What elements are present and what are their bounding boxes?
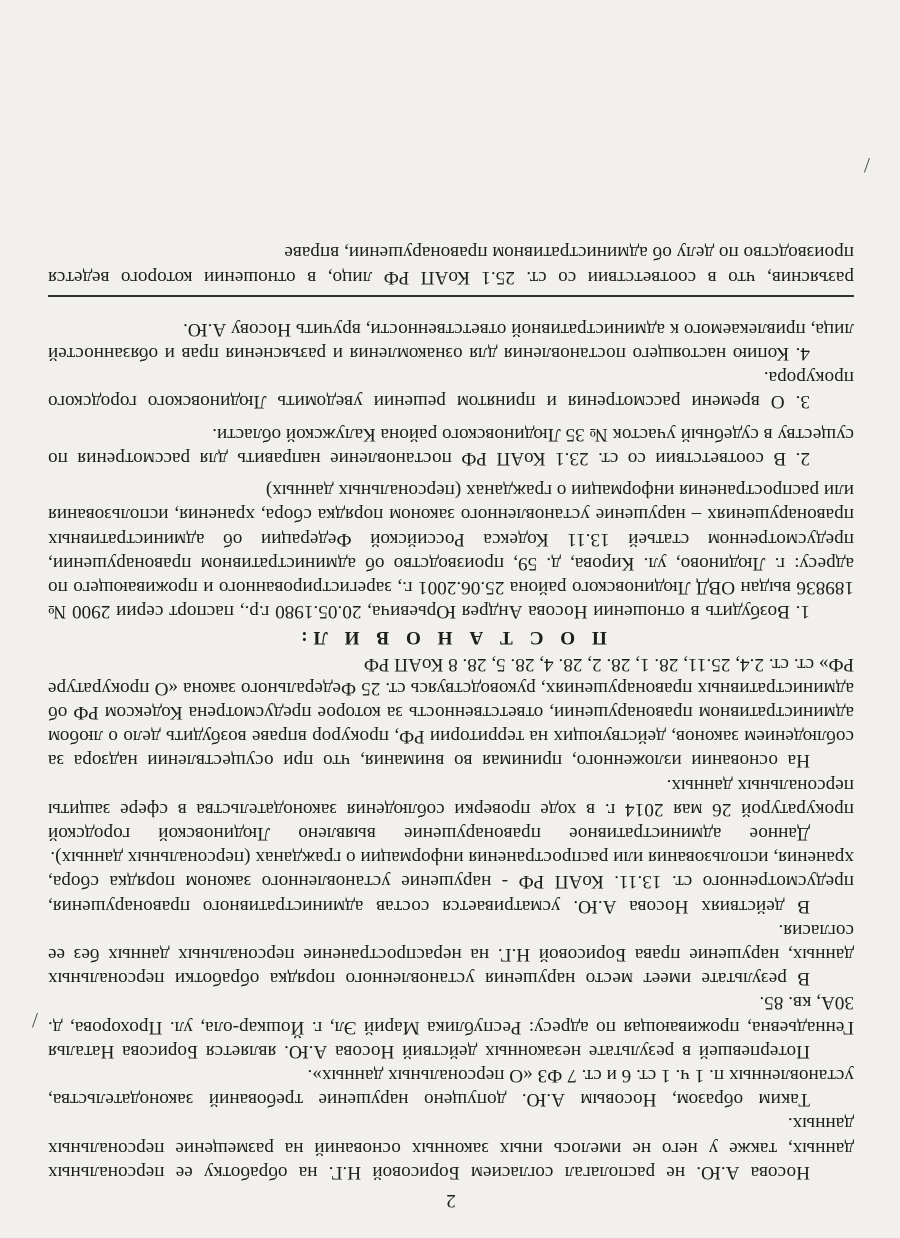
body-paragraph: Таким образом, Носовым А.Ю. допущено нарушение требований законодательства, установленных п. 1 ч. 1 ст. 6 и ст. 7 ФЗ «О персональных данных». [48, 1064, 854, 1111]
page-number: 2 [446, 1190, 456, 1211]
spacer [48, 303, 854, 317]
pen-mark-icon: / [31, 1008, 38, 1033]
footer-text: разъяснив, что в соответствии со ст. 25.1 КоАП РФ лицо, в отношении которого ведется производство по делу об административном правонарушении, вправе [48, 242, 854, 288]
body-paragraph: Данное административное правонарушение выявлено Людиновской городской прокуратурой 26 мая 2014 г. в ходе проверки соблюдения законодательства в сфере защиты персональных данных. [48, 774, 854, 844]
spacer [48, 470, 854, 478]
body-paragraph: Носова А.Ю. не располагал согласием Борисовой Н.Г. на обработку ее персональных данных, также у него не имелось иных законных оснований на размещение персональных данных. [48, 1113, 854, 1183]
body-paragraph: В результате имеет место нарушения установленного порядка обработки персональных данных, нарушение права Борисовой Н.Г. на нераспространение персональных данных без ее согласия. [48, 919, 854, 990]
resolution-title: П О С Т А Н О В И Л: [295, 627, 607, 649]
resolution-item: 2. В соответствии со ст. 23.1 КоАП РФ постановление направить для рассмотрения по существу в судебный участок № 35 Людиновского района Калужской области. [48, 423, 854, 469]
body-paragraph: В действиях Носова А.Ю. усматривается состав административного правонарушения, предусмотренного ст. 13.11. КоАП РФ - нарушение установленного законом порядка сбора, хранения, использования или распространения информации о гражданах (персональных данных). [48, 847, 854, 917]
resolution-item: 3. О времени рассмотрения и принятом решении уведомить Людиновского городского прокурора. [48, 367, 854, 413]
pen-mark-icon: / [863, 153, 870, 178]
resolution-item: 1. Возбудить в отношении Носова Андрея Юрьевича, 20.05.1980 г.р., паспорт серии 2900 № 189836 выдан ОВД Людиновского района 25.06.2001 г., зарегистрированного и проживающего по адресу: г. Людиново, ул. Кирова, д. 59, производство об административном правонарушении, предусмотренном статьей 13.11 Кодекса Российской Федерации об административных правонарушениях – нарушение установленного законом порядка сбора, хранения, использования или распространения информации о гражданах (персональных данных) [48, 480, 854, 623]
resolution-item: 4. Копию настоящего постановления для ознакомления и разъяснения прав и обязанностей лица, привлекаемого к административной ответственности, вручить Носову А.Ю. [48, 318, 854, 365]
body-paragraph: Потерпевшей в результате незаконных действий Носова А.Ю. является Борисова Наталья Геннадьевна, проживающая по адресу: Республика Марий Эл, г. Йошкар-ола, ул. Прохорова, д. 30А, кв. 85. [48, 992, 854, 1062]
document-content [48, 240, 854, 1212]
spacer [48, 414, 854, 422]
body-paragraph: На основании изложенного, принимая во внимания, что при осуществлении надзора за соблюдением законов, действующих на территории РФ, прокурор вправе возбудить дело о любом административном правонарушении, ответственность за которое предусмотрена Кодексом РФ об административных правонарушениях, руководствуясь ст. 25 Федерального закона «О прокуратуре РФ» ст. ст. 2.4, 25.11, 28. 1, 28. 2, 28. 4, 28. 5, 28. 8 КоАП РФ [48, 653, 854, 772]
divider-line [48, 295, 854, 297]
